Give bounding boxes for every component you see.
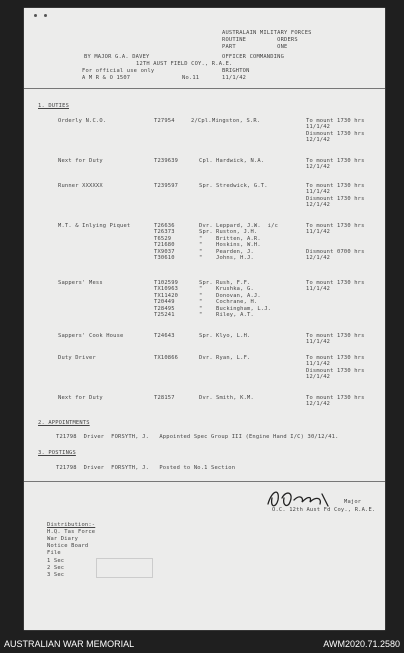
- list-item: 2 Sec: [47, 565, 65, 571]
- header-line2: ROUTINE ORDERS: [222, 37, 298, 43]
- list-item: File: [47, 550, 61, 556]
- section-postings-title: 3. POSTINGS: [38, 450, 76, 456]
- rank: Dvr.: [199, 355, 213, 361]
- posting-line: T21798 Driver FORSYTH, J. Posted to No.1 Section: [56, 465, 236, 471]
- soldier-name: Stredwick, G.T.: [216, 183, 268, 189]
- list-item: H.Q. Tas Force: [47, 529, 96, 535]
- header-order-number: No.11: [182, 75, 200, 81]
- punch-hole: [34, 14, 37, 17]
- list-item: Notice Board: [47, 543, 89, 549]
- service-number: T28157: [154, 395, 175, 401]
- duty-name: Orderly N.C.O.: [58, 118, 107, 124]
- document-page: [24, 8, 385, 630]
- duty-time: To mount 1730 hrs 11/1/42: [306, 333, 365, 346]
- duty-time: To mount 1730 hrs 12/1/42: [306, 158, 365, 171]
- list-item: 1 Sec: [47, 558, 65, 564]
- section-appointments-title: 2. APPOINTMENTS: [38, 420, 90, 426]
- signature-rank: Major: [344, 499, 362, 505]
- rank: Spr. " " " " ": [199, 280, 213, 319]
- duty-time: To mount 1730 hrs 11/1/42 Dismount 1730 hrs 12/1/42: [306, 355, 365, 381]
- rank: Spr.: [199, 333, 213, 339]
- duty-time: To mount 1730 hrs 11/1/42 Dismount 1730 hrs 12/1/42: [306, 118, 365, 144]
- rank: 2/Cpl.: [191, 118, 212, 124]
- service-number: T239597: [154, 183, 179, 189]
- footer-accession: AWM2020.71.2580: [323, 639, 400, 649]
- rank: Dvr. Spr. " " " ": [199, 223, 213, 262]
- duty-name: Next for Duty: [58, 395, 103, 401]
- service-number: TX10866: [154, 355, 179, 361]
- soldier-name: Hardwick, N.A.: [216, 158, 265, 164]
- duty-name: Sappers' Cook House: [58, 333, 124, 339]
- soldier-name: Rush, F.F. Krushka, G. Donovan, A.J. Cochrane, H. Buckingham, L.J. Riley, A.T.: [216, 280, 272, 319]
- appointment-line: T21798 Driver FORSYTH, J. Appointed Spec Group III (Engine Hand I/C) 30/12/41.: [56, 434, 339, 440]
- duty-name: Sappers' Mess: [58, 280, 103, 286]
- soldier-name: Leppard, J.W. i/c Ruston, J.H. Britten, A.R. Hoskins, W.H. Pearden, J. Johns, H.J.: [216, 223, 279, 262]
- duty-name: Runner XXXXXX: [58, 183, 103, 189]
- rank: Dvr.: [199, 395, 213, 401]
- rank: Spr.: [199, 183, 213, 189]
- service-number: T102599 TX10963 TX11420 T20449 T28495 T25241: [154, 280, 179, 319]
- service-number: T24643: [154, 333, 175, 339]
- footer-institution: AUSTRALIAN WAR MEMORIAL: [4, 639, 135, 649]
- duty-time: To mount 1730 hrs 11/1/42: [306, 280, 365, 293]
- list-item: War Diary: [47, 536, 79, 542]
- header-role: OFFICER COMMANDING: [222, 54, 285, 60]
- service-number: T27954: [154, 118, 175, 124]
- service-number: T239639: [154, 158, 179, 164]
- list-item: 3 Sec: [47, 572, 65, 578]
- divider: [24, 88, 385, 89]
- distribution-title: Distribution:-: [47, 522, 96, 528]
- soldier-name: Klyo, L.H.: [216, 333, 251, 339]
- header-classification: For official use only: [82, 68, 155, 74]
- header-location: BRIGHTON: [222, 68, 250, 74]
- header-author: BY MAJOR G.A. DAVEY: [84, 54, 150, 60]
- service-number: T26636 T26373 T6529 T21680 TX9037 T30610: [154, 223, 175, 262]
- rank: Cpl.: [199, 158, 213, 164]
- header-unit: 12TH AUST FIELD COY., R.A.E.: [136, 61, 233, 67]
- faint-stamp-box: [96, 558, 153, 578]
- soldier-name: Smith, K.M.: [216, 395, 254, 401]
- header-date: 11/1/42: [222, 75, 247, 81]
- duty-time: To mount 1730 hrs 11/1/42 Dismount 1730 hrs 12/1/42: [306, 183, 365, 209]
- soldier-name: Mingston, S.R.: [212, 118, 261, 124]
- soldier-name: Ryan, L.F.: [216, 355, 251, 361]
- duty-name: Next for Duty: [58, 158, 103, 164]
- duty-time: To mount 1730 hrs 12/1/42: [306, 395, 365, 408]
- header-line1: AUSTRALAIN MILITARY FORCES: [222, 30, 312, 36]
- divider: [24, 481, 385, 482]
- footer-bar: [0, 636, 404, 653]
- section-duties-title: 1. DUTIES: [38, 103, 70, 109]
- signature-title: O.C. 12th Aust Fd Coy., R.A.E.: [272, 507, 376, 513]
- duty-time: To mount 1730 hrs 11/1/42 Dismount 0700 hrs 12/1/42: [306, 223, 365, 262]
- header-line3: PART ONE: [222, 44, 288, 50]
- punch-hole: [44, 14, 47, 17]
- duty-name: Duty Driver: [58, 355, 96, 361]
- header-reference: A M R & O 1507: [82, 75, 131, 81]
- duty-name: M.T. & Inlying Piquet: [58, 223, 131, 229]
